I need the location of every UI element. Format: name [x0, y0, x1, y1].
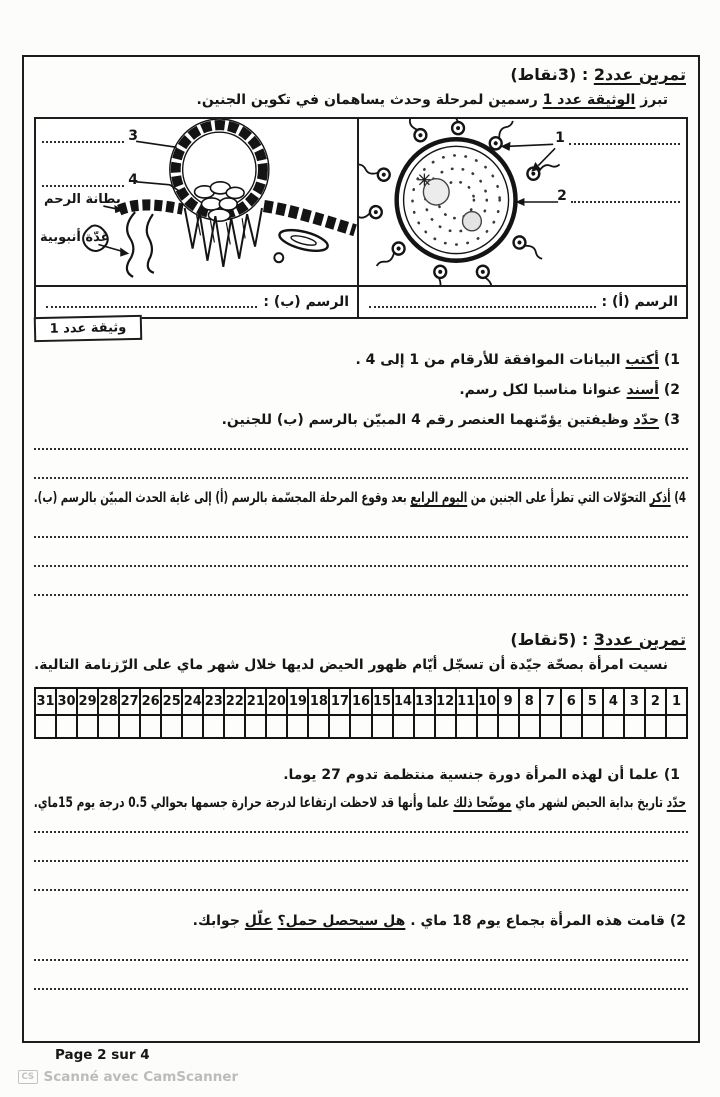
answer-dotted-line [34, 862, 688, 891]
calendar-empty-cell [372, 715, 393, 738]
calendar-day-cell: 23 [203, 688, 224, 715]
answer-dotted-line [34, 538, 688, 567]
q-verb: أذكر [649, 490, 671, 506]
exam-content-frame [22, 55, 700, 1043]
q-verb: حدّد [666, 795, 686, 811]
calendar-empty-cell [350, 715, 371, 738]
q-text: البيانات الموافقة للأرقام من 1 إلى 4 . [355, 352, 626, 368]
calendar-days-row [35, 688, 687, 715]
calendar-day-cell: 27 [119, 688, 140, 715]
intro-post: رسمين لمرحلة وحدث يساهمان في تكوين الجنين. [196, 92, 543, 108]
calendar-day-cell: 12 [435, 688, 456, 715]
egg-cell [397, 139, 516, 260]
calendar-day-cell: 29 [77, 688, 98, 715]
exercise3-intro: نسيت امرأة بصحّة جيّدة أن تسجّل أيّام ظهور الحيض لديها خلال شهر ماي على الرّزنامة التالية. [34, 657, 669, 673]
tubular-gland-shape [127, 212, 154, 277]
exercise2-heading [34, 65, 686, 84]
figure-b-label-3 [42, 129, 138, 143]
calendar-day-cell: 13 [414, 688, 435, 715]
calendar-day-cell: 15 [372, 688, 393, 715]
label-number-1: 1 [555, 130, 565, 146]
q-text: تاريخ بداية الحيض لشهر ماي [511, 795, 667, 811]
label-number-4: 4 [128, 172, 138, 188]
calendar-day-cell: 11 [456, 688, 477, 715]
calendar-day-cell: 20 [266, 688, 287, 715]
calendar-day-cell: 28 [98, 688, 119, 715]
answer-dotted-line [34, 961, 688, 990]
figure-a-label-1 [555, 131, 680, 145]
calendar-day-cell: 30 [56, 688, 77, 715]
figure-b-caption-text: الرسم (ب) : [263, 294, 350, 310]
label-number-2: 2 [557, 188, 567, 204]
exercise2-points: : (3نقاط) [510, 65, 594, 84]
exercise3-question-1-line1: 1) علما أن لهذه المرأة دورة جنسية منتظمة تدوم 27 يوما. [283, 767, 680, 783]
q-underlined-phrase: علّل [244, 913, 273, 929]
exercise2-question-4 [33, 488, 686, 509]
calendar-day-cell: 16 [350, 688, 371, 715]
calendar-empty-cell [414, 715, 435, 738]
answer-dotted-line [34, 431, 688, 450]
calendar-day-cell: 31 [35, 688, 56, 715]
calendar-empty-cell [77, 715, 98, 738]
calendar-day-cell: 21 [245, 688, 266, 715]
calendar-empty-cell [498, 715, 519, 738]
q-text: قامت هذه المرأة بجماع يوم 18 ماي . [405, 913, 665, 929]
calendar-empty-cell [456, 715, 477, 738]
exercise3-question-2 [34, 911, 686, 932]
exercise3-heading [34, 630, 686, 649]
calendar-day-cell: 10 [477, 688, 498, 715]
figure-a-caption [359, 285, 686, 317]
dotted-leader [42, 132, 124, 143]
calendar-day-cell: 19 [287, 688, 308, 715]
drawing-b-area [36, 119, 357, 285]
exercise2-question-2 [34, 380, 680, 401]
calendar-empty-cell [666, 715, 687, 738]
calendar-empty-cell [287, 715, 308, 738]
figure-panel-a [357, 119, 686, 317]
q-underlined-phrase: اليوم الرابع [410, 490, 468, 506]
dotted-leader [46, 296, 257, 308]
q-number: 2) [658, 382, 680, 398]
answer-dotted-line [34, 567, 688, 596]
calendar-empty-cell [140, 715, 161, 738]
camscanner-logo-icon: CS [18, 1070, 38, 1084]
calendar-day-cell: 18 [308, 688, 329, 715]
document1-tab: وثيقة عدد 1 [34, 315, 142, 342]
calendar-day-cell: 14 [393, 688, 414, 715]
q-number: 2) [664, 913, 686, 929]
calendar-day-cell: 3 [624, 688, 645, 715]
intro-doc-ref: الوثيقة عدد 1 [542, 92, 636, 108]
q-verb: أكتب [625, 352, 659, 368]
calendar-empty-cell [624, 715, 645, 738]
calendar-day-cell: 25 [161, 688, 182, 715]
calendar-empty-cell [119, 715, 140, 738]
q-verb: حدّد [633, 412, 659, 428]
calendar-empty-cell [56, 715, 77, 738]
drawing-a-area [359, 119, 686, 285]
q-underlined-phrase: موضّحا ذلك [453, 795, 512, 811]
calendar-day-cell: 22 [224, 688, 245, 715]
calendar-empty-cell [224, 715, 245, 738]
answer-dotted-line [34, 509, 688, 538]
calendar-empty-cell [182, 715, 203, 738]
q-number: 1) [658, 352, 680, 368]
calendar-empty-cell [519, 715, 540, 738]
answer-dotted-line [34, 932, 688, 961]
calendar-day-cell: 2 [645, 688, 666, 715]
q-underlined-phrase: هل سيحصل حمل؟ [277, 913, 406, 929]
calendar-day-cell: 1 [666, 688, 687, 715]
q-text: علما وأنها قد لاحظت ارتفاعا لدرجة حرارة جسمها بحوالي 0.5 درجة يوم 15ماي. [33, 795, 454, 811]
calendar-empty-cell [603, 715, 624, 738]
calendar-empty-cell [266, 715, 287, 738]
figure-b-caption [36, 285, 357, 317]
q-text: وظيفتين يؤمّنهما العنصر رقم 4 المبيّن بالرسم (ب) للجنين. [221, 412, 634, 428]
calendar-day-cell: 24 [182, 688, 203, 715]
calendar-day-cell: 9 [498, 688, 519, 715]
calendar-empty-cell [98, 715, 119, 738]
watermark-text: Scanné avec CamScanner [43, 1069, 239, 1085]
calendar-day-cell: 7 [540, 688, 561, 715]
exercise2-intro [34, 92, 668, 108]
label-number-3: 3 [128, 128, 138, 144]
sperm-star-inside [419, 174, 431, 186]
q-text: التحوّلات التي تطرأ على الجنين من [467, 490, 650, 506]
calendar-empty-cell [161, 715, 182, 738]
figure-a-label-2 [557, 189, 680, 203]
q-text: عنوانا مناسبا لكل رسم. [459, 382, 627, 398]
calendar-empty-cell [329, 715, 350, 738]
calendar-empty-cell [435, 715, 456, 738]
calendar-empty-cell [35, 715, 56, 738]
q-text: جوابك. [192, 913, 245, 929]
calendar-empty-cell [645, 715, 666, 738]
figure-a-caption-text: الرسم (أ) : [601, 294, 678, 310]
answer-dotted-line [34, 814, 688, 833]
figure-b-label-4 [42, 173, 138, 187]
calendar-empty-cell [308, 715, 329, 738]
document1-figure-box [34, 117, 688, 319]
exercise3-question-1-line2 [33, 793, 686, 814]
calendar-empty-cell [540, 715, 561, 738]
calendar-empty-cell [561, 715, 582, 738]
calendar-empty-cell [393, 715, 414, 738]
calendar-empty-cell [245, 715, 266, 738]
uterine-lining-label: بطانة الرحم [44, 192, 121, 207]
calendar-day-cell: 6 [561, 688, 582, 715]
q-number: 4) [670, 490, 686, 506]
dotted-leader [571, 192, 680, 203]
camscanner-watermark [18, 1069, 238, 1085]
dotted-leader [42, 176, 124, 187]
answer-dotted-line [34, 833, 688, 862]
q-verb: أسند [626, 382, 659, 398]
calendar-empty-cell [582, 715, 603, 738]
q-number: 3) [658, 412, 680, 428]
intro-pre: تبرز [635, 92, 668, 108]
exercise3-title: تمرين عدد3 [593, 630, 686, 649]
calendar-day-cell: 5 [582, 688, 603, 715]
exercise2-question-3 [34, 410, 680, 431]
tubular-gland-label: غدّة أنبوبية [40, 230, 110, 245]
q-text: بعد وقوع المرحلة المجسّمة بالرسم (أ) إلى غاية الحدث المبيّن بالرسم (ب). [33, 490, 411, 506]
exercise3-points: : (5نقاط) [510, 630, 594, 649]
answer-dotted-line [34, 450, 688, 479]
page-number: Page 2 sur 4 [55, 1047, 150, 1063]
figure-panel-b [36, 119, 357, 317]
calendar-empty-cell [477, 715, 498, 738]
calendar-table [34, 687, 688, 739]
calendar-day-cell: 8 [519, 688, 540, 715]
calendar-empty-cell [203, 715, 224, 738]
calendar-day-cell: 4 [603, 688, 624, 715]
calendar-empty-row [35, 715, 687, 738]
calendar-day-cell: 26 [140, 688, 161, 715]
calendar-day-cell: 17 [329, 688, 350, 715]
exercise2-title: تمرين عدد2 [593, 65, 686, 84]
dotted-leader [369, 296, 595, 308]
dotted-leader [569, 134, 680, 145]
exercise2-question-1 [34, 350, 680, 371]
